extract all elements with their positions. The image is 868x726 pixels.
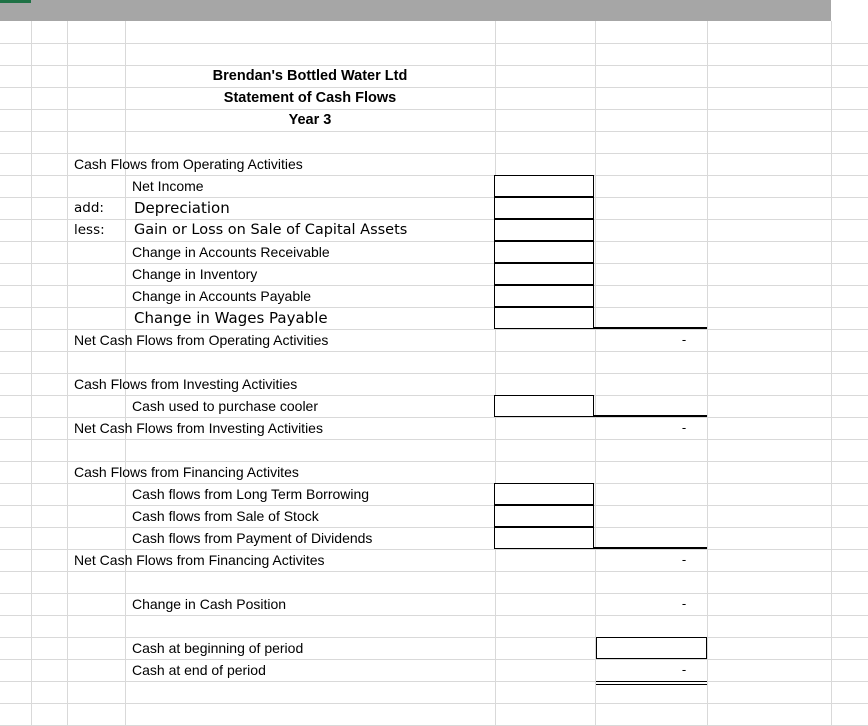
financing-subtotal-line: [594, 547, 707, 549]
grid-row-line: [0, 571, 868, 572]
grid-col-line: [831, 21, 832, 726]
borrowing-input[interactable]: [494, 483, 594, 505]
grid-row-line: [0, 175, 868, 176]
header-accent: [0, 0, 31, 3]
grid-row-line: [0, 219, 868, 220]
grid-row-line: [0, 307, 868, 308]
change-inventory-label: Change in Inventory: [132, 266, 258, 282]
cash-begin-label: Cash at beginning of period: [132, 640, 304, 656]
grid-col-line: [67, 21, 68, 726]
cash-end-label: Cash at end of period: [132, 662, 266, 678]
change-ap-label: Change in Accounts Payable: [132, 288, 312, 304]
net-financing-label: Net Cash Flows from Financing Activites: [74, 552, 325, 568]
depreciation-input[interactable]: [494, 197, 594, 219]
less-label: less:: [74, 222, 105, 238]
depreciation-label: Depreciation: [134, 199, 230, 217]
cash-begin-input[interactable]: [596, 637, 707, 659]
grid-row-line: [0, 505, 868, 506]
change-cash-value: -: [681, 596, 687, 611]
borrowing-label: Cash flows from Long Term Borrowing: [132, 486, 370, 502]
grid-row-line: [0, 483, 868, 484]
cooler-input[interactable]: [494, 395, 594, 417]
net-operating-value: -: [681, 332, 687, 347]
grid-row-line: [0, 285, 868, 286]
stock-label: Cash flows from Sale of Stock: [132, 508, 319, 524]
operating-subtotal-line: [594, 327, 707, 329]
net-operating-label: Net Cash Flows from Operating Activities: [74, 332, 329, 348]
company-name: Brendan's Bottled Water Ltd: [212, 68, 408, 84]
grid-row-line: [0, 615, 868, 616]
grid-row-line: [0, 703, 868, 704]
net-financing-value: -: [681, 552, 687, 567]
grid-row-line: [0, 263, 868, 264]
change-ar-label: Change in Accounts Receivable: [132, 244, 330, 260]
grid-row-line: [0, 439, 868, 440]
grid-row-line: [0, 659, 868, 660]
net-investing-label: Net Cash Flows from Investing Activities: [74, 420, 323, 436]
grid-row-line: [0, 131, 868, 132]
grid-row-line: [0, 43, 868, 44]
investing-subtotal-line: [594, 415, 707, 417]
grid-col-line: [707, 21, 708, 726]
grid-row-line: [0, 241, 868, 242]
change-inventory-input[interactable]: [494, 263, 594, 285]
net-income-input[interactable]: [494, 175, 594, 197]
stock-input[interactable]: [494, 505, 594, 527]
gain-loss-label: Gain or Loss on Sale of Capital Assets: [134, 222, 408, 238]
cooler-label: Cash used to purchase cooler: [132, 398, 318, 414]
grid-row-line: [0, 681, 868, 682]
grid-row-line: [0, 351, 868, 352]
statement-title: Statement of Cash Flows: [223, 90, 397, 106]
change-wages-label: Change in Wages Payable: [134, 309, 328, 327]
grid-row-line: [0, 637, 868, 638]
cash-end-double-underline: [596, 681, 707, 685]
grid-row-line: [0, 527, 868, 528]
grid-row-line: [0, 197, 868, 198]
change-wages-input[interactable]: [494, 307, 594, 329]
grid-row-line: [0, 395, 868, 396]
cash-end-value: -: [681, 662, 687, 677]
dividends-label: Cash flows from Payment of Dividends: [132, 530, 373, 546]
gain-loss-input[interactable]: [494, 219, 594, 241]
change-ap-input[interactable]: [494, 285, 594, 307]
change-cash-label: Change in Cash Position: [132, 596, 287, 612]
grid-col-line: [31, 21, 32, 726]
financing-header: Cash Flows from Financing Activites: [74, 464, 299, 480]
net-investing-value: -: [681, 420, 687, 435]
change-ar-input[interactable]: [494, 241, 594, 263]
dividends-input[interactable]: [494, 527, 594, 549]
investing-header: Cash Flows from Investing Activities: [74, 376, 298, 392]
grid-row-line: [0, 593, 868, 594]
grid-col-line: [595, 21, 596, 726]
sheet-header-bar: [0, 0, 831, 21]
statement-period: Year 3: [288, 112, 332, 128]
net-income-label: Net Income: [132, 178, 204, 194]
operating-header: Cash Flows from Operating Activities: [74, 156, 303, 172]
grid-col-line: [495, 21, 496, 726]
add-label: add:: [74, 200, 104, 216]
